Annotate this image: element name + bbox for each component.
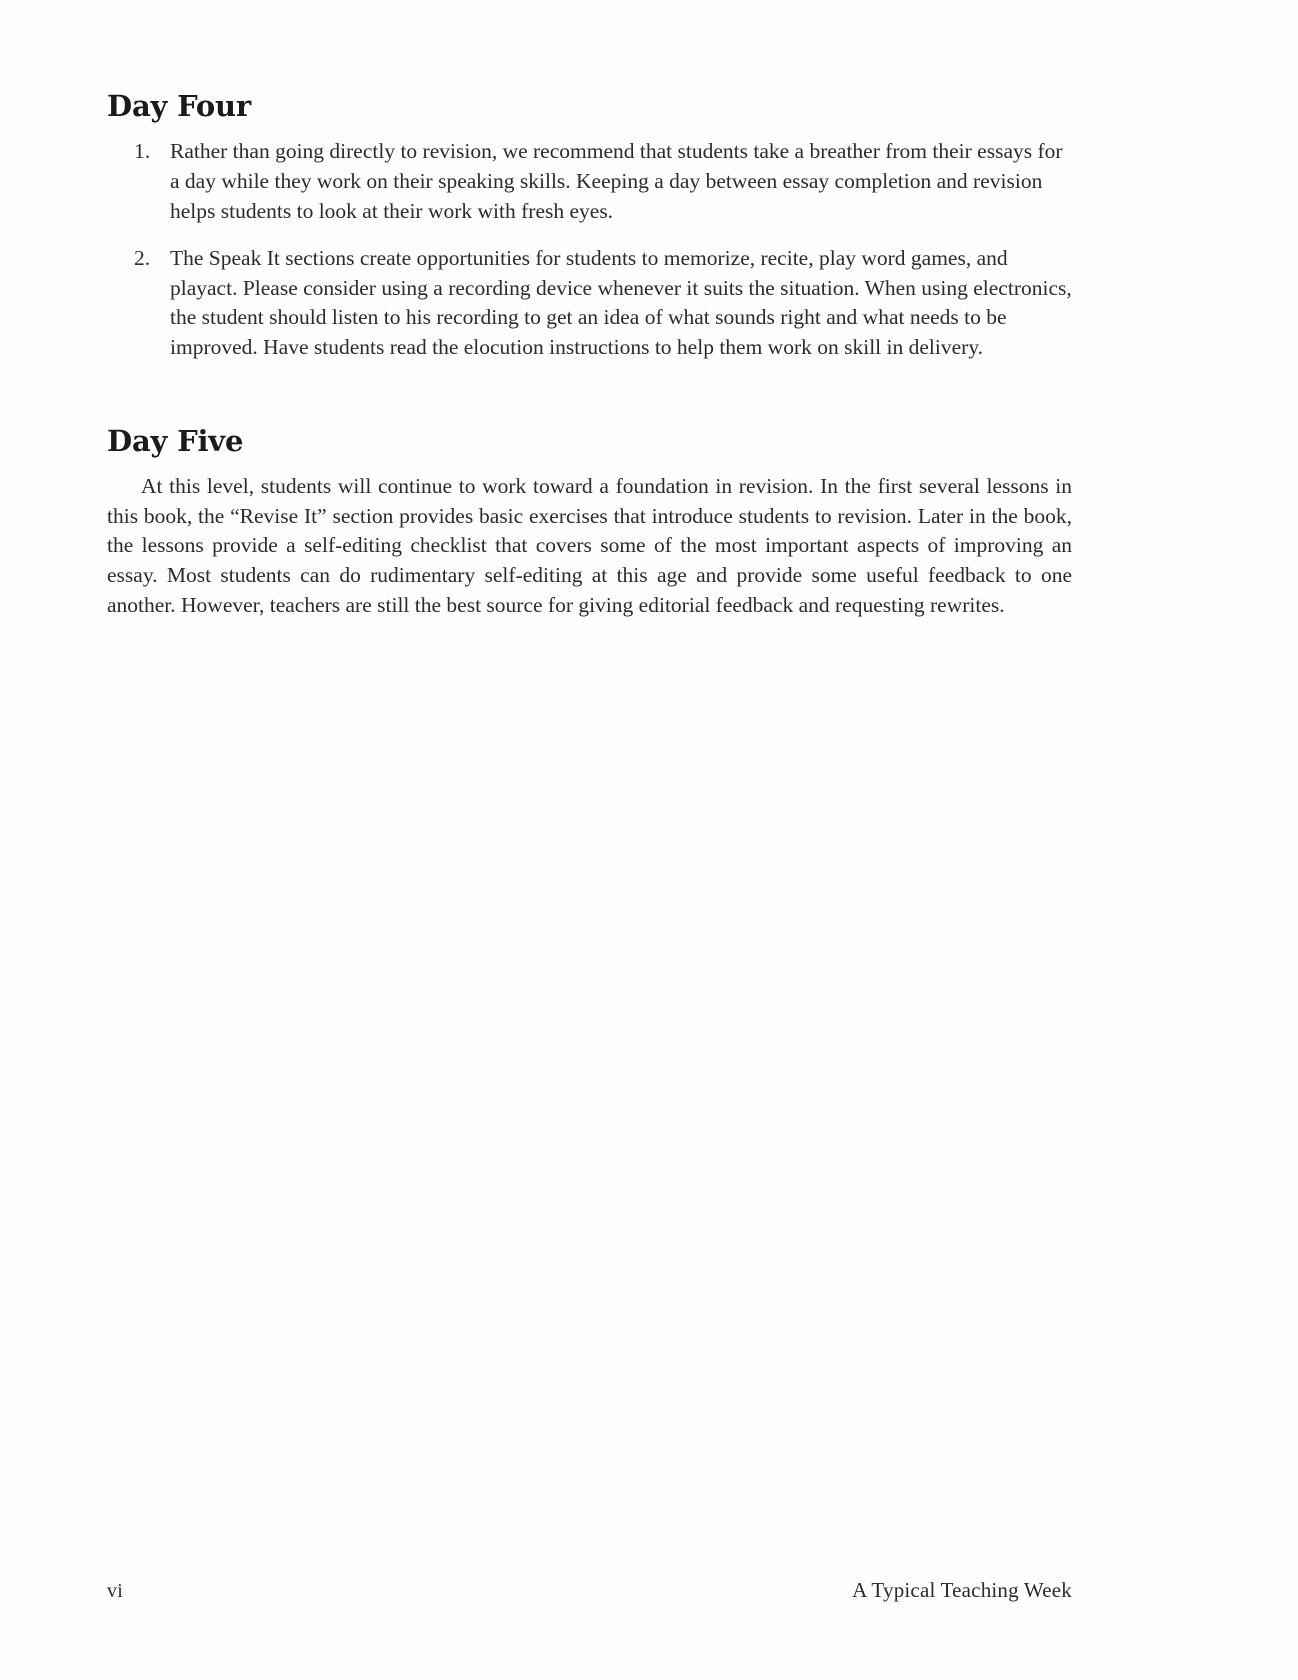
page-number: vi [107,1580,124,1602]
day-four-list [107,137,1072,362]
list-item [107,137,1072,226]
page-footer [107,1578,1072,1603]
section-heading-day-five: Day Five [107,423,244,458]
list-item-text: The Speak It sections create opportunities for students to memorize, recite, play word games, and playact. Please consider using a recording device whenever it suits the situation. When using electronics, the student should listen to his recording to get an idea of what sounds right and what needs to be improved. Have students read the elocution instructions to help them work on skill in delivery. [170,246,1072,359]
page-content [107,90,1072,620]
running-head: A Typical Teaching Week [852,1578,1072,1602]
list-item-marker: 1. [134,139,151,164]
day-five-paragraph: At this level, students will continue to work toward a foundation in revision. In the first several lessons in this book, the “Revise It” section provides basic exercises that introduce students to revision. Later in the book, the lessons provide a self-editing checklist that covers some of the most important aspects of improving an essay. Most students can do rudimentary self-editing at this age and provide some useful feedback to one another. However, teachers are still the best source for giving editorial feedback and requesting rewrites. [107,473,1072,617]
section-heading-day-four: Day Four [107,89,251,123]
list-item [107,244,1072,362]
list-item-marker: 2. [134,246,151,271]
list-item-text: Rather than going directly to revision, we recommend that students take a breather from their essays for a day while they work on their speaking skills. Keeping a day between essay completion and revision helps students to look at their work with fresh eyes. [170,139,1063,223]
